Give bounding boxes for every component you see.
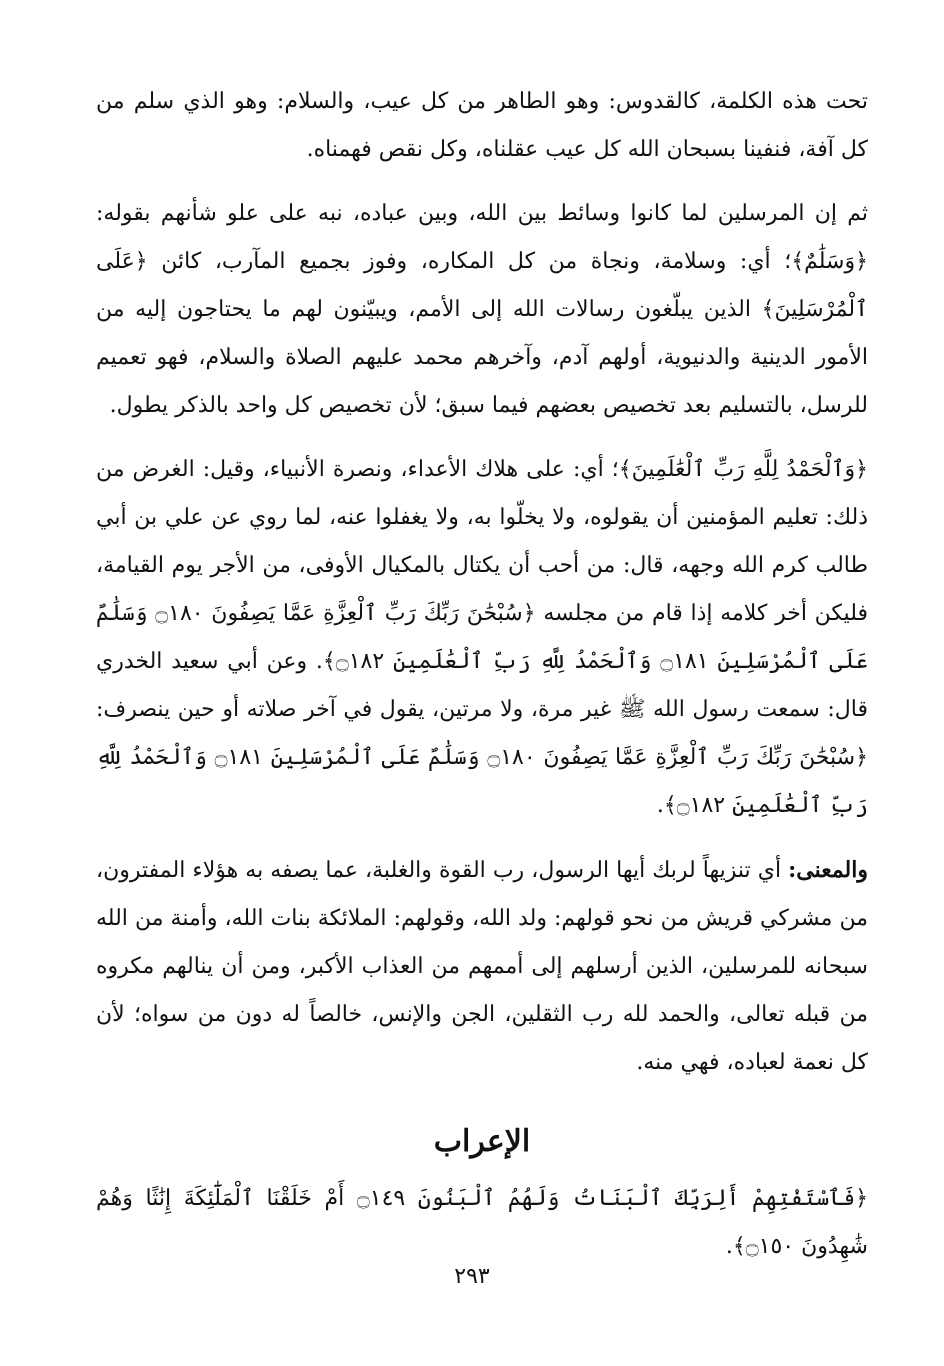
paragraph-messengers: ثم إن المرسلين لما كانوا وسائط بين الله، وبين عباده، نبه على علو شأنهم بقوله: ﴿وَسَلَٰمٌ﴾؛ أي: وسلامة، ونجاة من كل المكاره، وفوز بجميع المآرب، كائن ﴿عَلَى ٱلْمُرْسَلِينَ﴾ الذين يبلّغون رسالات الله إلى الأمم، ويبيّنون لهم ما يحتاجون إليه من الأمور الدينية والدنيوية، أولهم آدم، وآخرهم محمد عليهم الصلاة والسلام، فهو تعميم للرسل، بالتسليم بعد تخصيص بعضهم فيما سبق؛ لأن تخصيص كل واحد بالذكر يطول. [96,201,868,418]
page-content [96,78,868,1271]
meaning-text: أي تنزيهاً لربك أيها الرسول، رب القوة والغلبة، عما يصفه به هؤلاء المفترون، من مشركي قريش من نحو قولهم: ولد الله، وقولهم: الملائكة بنات الله، وأمنة من الله سبحانه للمرسلين، الذين أرسلهم إلى أممهم من العذاب الأكبر، ومن أن ينالهم مكروه من قبله تعالى، والحمد لله رب الثقلين، الجن والإنس، خالصاً له دون من سواه؛ لأن كل نعمة لعباده، فهي منه. [96,858,868,1075]
page-number: ٢٩٣ [454,1264,490,1289]
quran-verse: ﴿فَٱسْتَفْتِهِمْ أَلِرَبِّكَ ٱلْبَنَاتُ وَلَهُمُ ٱلْبَنُونَ ۝١٤٩ أَمْ خَلَقْنَا ٱلْمَلَٰٓئِكَةَ إِنَٰثًا وَهُمْ شَٰهِدُونَ ۝١٥٠﴾. [96,1186,868,1259]
paragraph-meaning [96,846,868,1087]
paragraph-intro: تحت هذه الكلمة، كالقدوس: وهو الطاهر من كل عيب، والسلام: وهو الذي سلم من كل آفة، فنفينا بسبحان الله كل عيب عقلناه، وكل نقص فهمناه. [96,89,868,162]
paragraph-praise: ﴿وَٱلْحَمْدُ لِلَّهِ رَبِّ ٱلْعَٰلَمِينَ﴾؛ أي: على هلاك الأعداء، ونصرة الأنبياء، وقيل: الغرض من ذلك: تعليم المؤمنين أن يقولوه، ولا يخلّوا به، ولا يغفلوا عنه، لما روي عن علي بن أبي طالب كرم الله وجهه، قال: من أحب أن يكتال بالمكيال الأوفى، من الأجر يوم القيامة، فليكن أخر كلامه إذا قام من مجلسه ﴿سُبْحَٰنَ رَبِّكَ رَبِّ ٱلْعِزَّةِ عَمَّا يَصِفُونَ ۝١٨٠ وَسَلَٰمٌ عَلَى ٱلْمُرْسَلِينَ ۝١٨١ وَٱلْحَمْدُ لِلَّهِ رَبِّ ٱلْعَٰلَمِينَ ۝١٨٢﴾. وعن أبي سعيد الخدري قال: سمعت رسول الله ﷺ غير مرة، ولا مرتين، يقول في آخر صلاته أو حين ينصرف: ﴿سُبْحَٰنَ رَبِّكَ رَبِّ ٱلْعِزَّةِ عَمَّا يَصِفُونَ ۝١٨٠ وَسَلَٰمٌ عَلَى ٱلْمُرْسَلِينَ ۝١٨١ وَٱلْحَمْدُ لِلَّهِ رَبِّ ٱلْعَٰلَمِينَ ۝١٨٢﴾. [96,457,868,818]
section-heading: الإعراب [433,1124,531,1159]
meaning-lead: والمعنى: [788,857,868,883]
